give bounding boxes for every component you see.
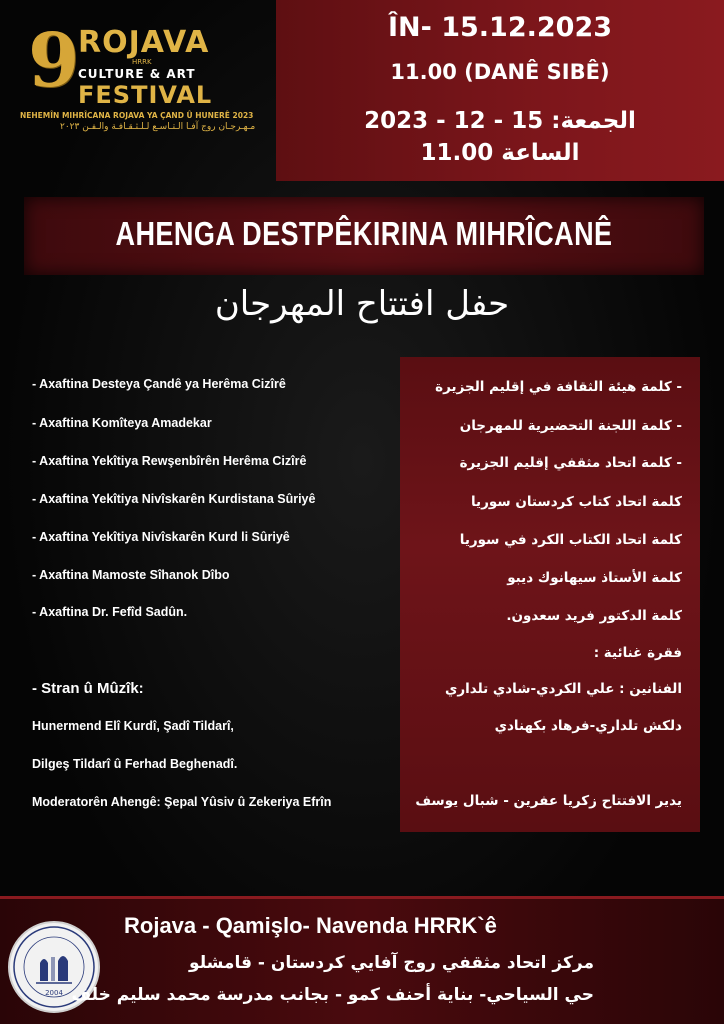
program-ku-item: - Axaftina Desteya Çandê ya Herêma Cizîrê xyxy=(32,377,286,391)
moderators-ku: Moderatorên Ahengê: Şepal Yûsiv û Zekeriya Efrîn xyxy=(32,795,332,809)
time-ar: الساعة 11.00 xyxy=(420,140,580,166)
moderators-ar: يدير الافتتاح زكريا عفرين - شبال يوسف xyxy=(415,793,682,809)
festival-logo xyxy=(20,18,260,142)
program-ar-item: كلمة الأستاذ سيهانوك ديبو xyxy=(507,570,682,586)
program-ar-item: - كلمة اللجنة التحضيرية للمهرجان xyxy=(459,418,682,434)
title-ar: حفل افتتاح المهرجان xyxy=(214,284,510,324)
title-ku: AHENGA DESTPÊKIRINA MIHRÎCANÊ xyxy=(115,215,613,252)
program-ku-item: - Axaftina Mamoste Sîhanok Dîbo xyxy=(32,568,230,582)
title-band xyxy=(24,197,704,275)
program-ku-item: - Axaftina Dr. Fefîd Sadûn. xyxy=(32,605,188,619)
program-ar-item: - كلمة اتحاد مثقفي إقليم الجزيرة xyxy=(459,455,682,471)
logo-line1: CULTURE & ART xyxy=(78,67,196,81)
logo-badge: HRRK xyxy=(132,58,152,66)
footer-location-ku: Rojava - Qamişlo- Navenda HRRK`ê xyxy=(124,913,497,938)
program-ku-item: - Axaftina Komîteya Amadekar xyxy=(32,416,212,430)
program-ar-item: كلمة اتحاد كتاب كردستان سوريا xyxy=(470,494,682,510)
program-ar-item: كلمة اتحاد الكتاب الكرد في سوريا xyxy=(459,532,682,548)
date-box xyxy=(276,0,724,181)
program-ku-item: - Axaftina Yekîtiya Rewşenbîrên Herêma Cizîrê xyxy=(32,454,307,468)
logo-subtitle-ku: NEHEMÎN MIHRÎCANA ROJAVA YA ÇAND Û HUNERÊ 2023 xyxy=(20,111,254,120)
date-ku: ÎN- 15.12.2023 xyxy=(387,12,613,43)
logo-number: 9 xyxy=(28,18,80,104)
time-ku: 11.00 (DANÊ SIBÊ) xyxy=(390,60,610,84)
music-ku-line1: Hunermend Elî Kurdî, Şadî Tildarî, xyxy=(32,719,234,733)
program-ar-item: - كلمة هيئة الثقافة في إقليم الجزيرة xyxy=(435,379,682,395)
program-ku-item: - Axaftina Yekîtiya Nivîskarên Kurd li Sûriyê xyxy=(32,530,290,544)
seal-year: 2004 xyxy=(45,989,63,997)
music-ku-line2: Dilgeş Tildarî û Ferhad Beghenadî. xyxy=(32,757,238,771)
footer-location-ar-1: مركز اتحاد مثقفي روج آفايي كردستان - قامشلو xyxy=(189,953,594,973)
program-ku-item: - Axaftina Yekîtiya Nivîskarên Kurdistana Sûriyê xyxy=(32,492,316,506)
program-ar-item: كلمة الدكتور فريد سعدون. xyxy=(506,608,682,624)
date-ar: الجمعة: 15 - 12 - 2023 xyxy=(364,108,636,134)
music-ku-heading: - Stran û Mûzîk: xyxy=(32,680,144,697)
logo-name: ROJAVA xyxy=(78,25,210,60)
music-ar-heading: فقرة غنائية : xyxy=(593,645,682,661)
logo-line2: FESTIVAL xyxy=(78,81,213,109)
logo-subtitle-ar: مـهـرجـان روج آفـا الـتـاسـع لـلـثـقـافـة والـفـن ٢٠٢٣ xyxy=(60,122,256,132)
music-ar-line2: دلكش تلداري-فرهاد بكهنادي xyxy=(494,718,682,734)
arabic-program-panel xyxy=(400,357,700,832)
music-ar-line1: الفنانين : علي الكردي-شادي تلداري xyxy=(445,681,682,697)
footer-location-ar-2: حي السياحي- بناية أحنف كمو - بجانب مدرسة محمد سليم خلف xyxy=(71,985,594,1005)
footer xyxy=(0,899,724,1024)
